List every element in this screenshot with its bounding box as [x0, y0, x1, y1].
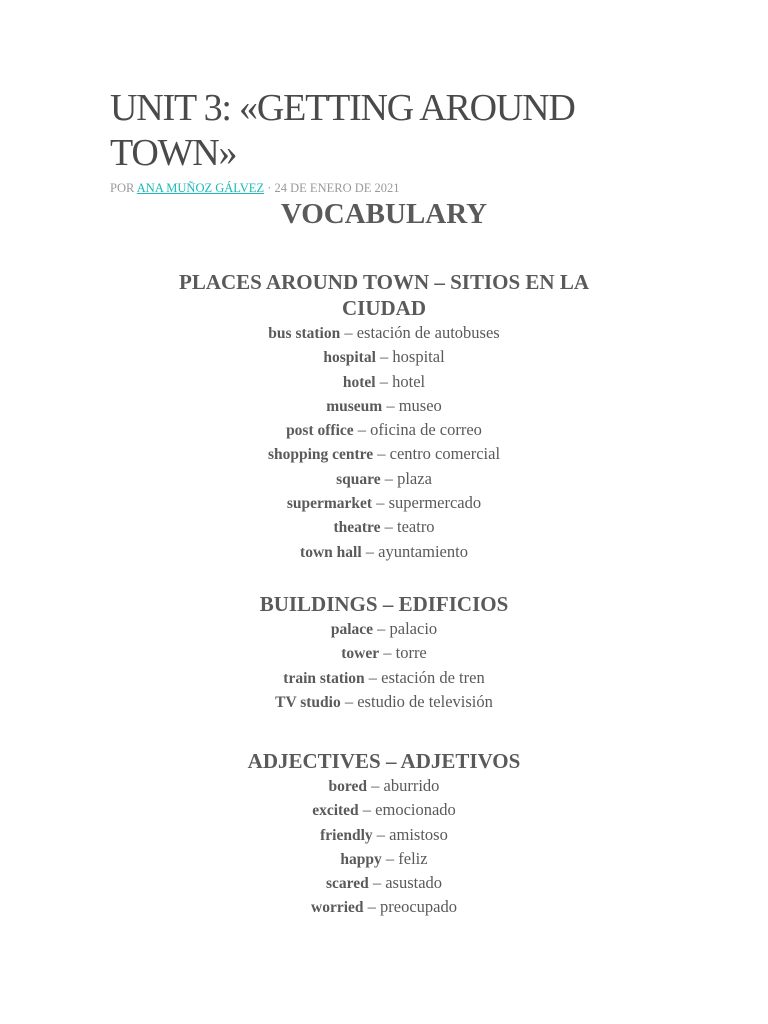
vocab-translation: hospital — [392, 347, 445, 367]
vocab-translation: teatro — [397, 517, 435, 537]
byline-prefix: POR — [110, 181, 135, 195]
vocab-dash: – — [372, 873, 382, 893]
vocab-term: worried — [311, 899, 364, 917]
vocab-item — [150, 774, 618, 798]
vocab-translation: aburrido — [383, 776, 440, 795]
vocab-translation: centro comercial — [389, 444, 501, 464]
vocab-dash: – — [379, 371, 388, 391]
vocab-dash: – — [384, 468, 393, 488]
vocab-translation: palacio — [389, 619, 438, 638]
vocab-term: happy — [340, 850, 382, 868]
section-buildings — [150, 591, 618, 714]
vocab-dash: – — [362, 800, 372, 820]
vocabulary-heading: VOCABULARY — [280, 198, 488, 230]
vocab-item — [150, 641, 618, 665]
vocab-dash: – — [368, 667, 378, 687]
vocab-translation: preocupado — [380, 897, 457, 917]
vocab-term: supermarket — [286, 495, 373, 513]
vocab-item — [150, 823, 618, 847]
vocab-item — [150, 370, 618, 394]
vocab-translation: feliz — [398, 848, 428, 868]
vocab-list — [150, 321, 618, 564]
vocab-list — [150, 617, 618, 714]
vocab-term: post office — [286, 422, 354, 440]
vocab-translation: asustado — [385, 873, 443, 893]
vocab-term: scared — [325, 875, 369, 893]
vocab-term: shopping centre — [267, 446, 374, 464]
vocab-item — [150, 895, 618, 919]
vocab-term: train station — [283, 669, 365, 687]
vocab-term: TV studio — [275, 693, 341, 711]
vocab-dash: – — [376, 493, 385, 513]
post-date: 24 DE ENERO DE 2021 — [274, 181, 400, 195]
vocab-item — [150, 847, 618, 871]
vocab-item — [150, 345, 618, 369]
vocab-term: excited — [312, 802, 359, 820]
section-places — [150, 269, 618, 564]
vocab-item — [150, 540, 618, 564]
vocab-list — [150, 774, 618, 920]
vocab-translation: oficina de correo — [370, 420, 482, 440]
vocab-term: hotel — [342, 373, 376, 391]
vocab-dash: – — [376, 824, 386, 844]
vocab-dash: – — [386, 395, 395, 415]
vocab-dash: – — [383, 643, 392, 663]
vocab-term: bored — [328, 778, 368, 795]
vocab-item — [150, 798, 618, 822]
vocab-item — [150, 871, 618, 895]
section-heading: ADJECTIVES – ADJETIVOS — [247, 749, 521, 773]
vocab-term: bus station — [268, 325, 341, 342]
vocab-term: theatre — [333, 519, 381, 537]
vocab-dash: – — [365, 541, 375, 561]
vocab-dash: – — [344, 691, 354, 711]
vocab-term: town hall — [300, 543, 362, 561]
vocab-translation: supermercado — [388, 493, 482, 513]
vocab-item — [150, 666, 618, 690]
vocab-item — [150, 321, 618, 345]
vocab-dash: – — [377, 619, 386, 638]
vocab-term: square — [336, 470, 381, 488]
vocab-item — [150, 515, 618, 539]
vocab-item — [150, 442, 618, 466]
vocab-dash: – — [377, 444, 386, 464]
vocab-item — [150, 690, 618, 714]
vocab-dash: – — [371, 776, 380, 795]
vocab-item — [150, 491, 618, 515]
vocab-term: hospital — [323, 349, 376, 367]
vocab-translation: plaza — [397, 468, 432, 488]
page-title: UNIT 3: «GETTING AROUND TOWN» — [110, 87, 575, 174]
vocab-item — [150, 418, 618, 442]
author-link[interactable]: ANA MUÑOZ GÁLVEZ — [136, 181, 265, 195]
vocab-translation: museo — [398, 395, 442, 415]
vocab-translation: amistoso — [389, 824, 448, 844]
vocab-translation: estación de tren — [381, 667, 485, 687]
vocab-translation: torre — [395, 643, 427, 663]
vocab-dash: – — [344, 323, 353, 342]
vocab-translation: estación de autobuses — [356, 323, 500, 342]
vocab-dash: – — [357, 420, 367, 440]
post-byline — [110, 181, 400, 196]
vocab-dash: – — [380, 347, 389, 367]
section-adjectives — [150, 748, 618, 920]
vocab-translation: emocionado — [375, 800, 456, 820]
byline-separator: · — [267, 181, 272, 195]
vocab-translation: ayuntamiento — [378, 541, 468, 561]
vocab-term: friendly — [320, 826, 373, 844]
section-heading: PLACES AROUND TOWN – SITIOS EN LA CIUDAD — [179, 270, 589, 320]
vocab-translation: hotel — [392, 371, 426, 391]
vocab-dash: – — [384, 517, 393, 537]
vocab-item — [150, 467, 618, 491]
vocab-term: palace — [330, 621, 374, 638]
vocab-dash: – — [367, 897, 376, 917]
vocab-term: museum — [326, 397, 383, 415]
vocab-translation: estudio de televisión — [357, 691, 493, 711]
vocab-term: tower — [341, 645, 380, 663]
vocab-dash: – — [385, 848, 395, 868]
vocab-item — [150, 617, 618, 641]
vocab-item — [150, 394, 618, 418]
section-heading: BUILDINGS – EDIFICIOS — [259, 592, 509, 616]
